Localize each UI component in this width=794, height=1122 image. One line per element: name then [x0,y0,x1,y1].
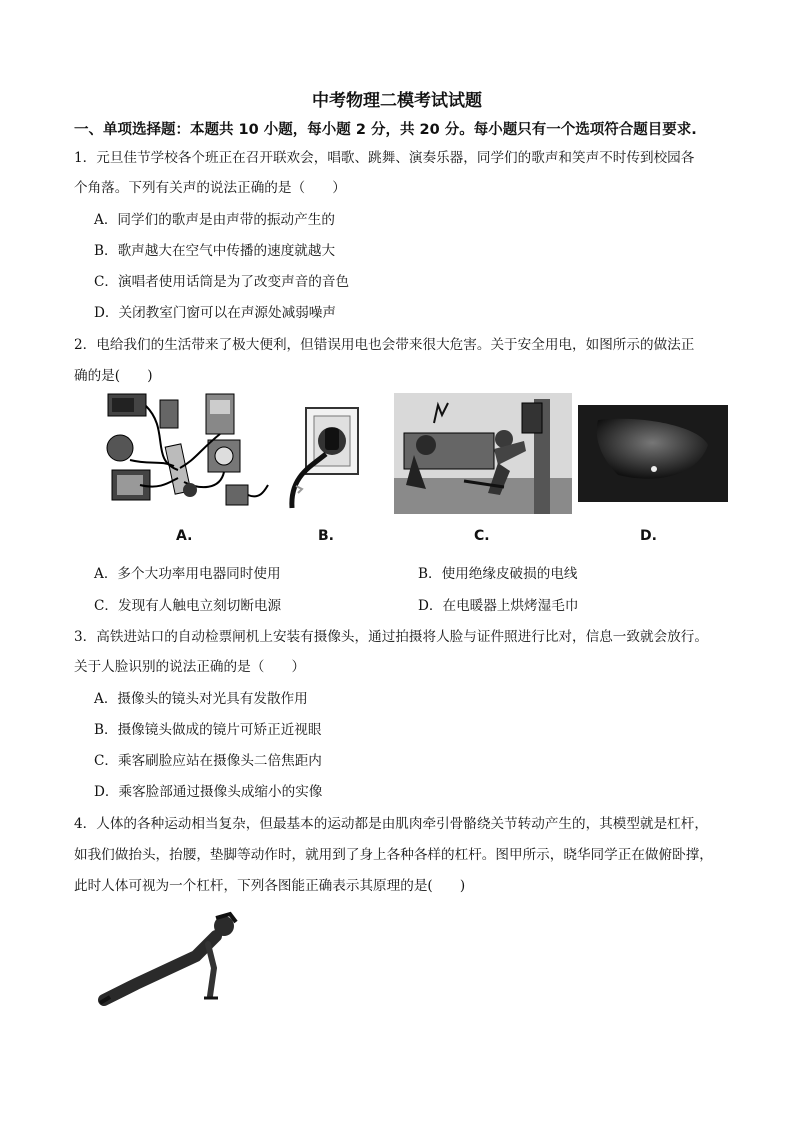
question-3-option-c: C．乘客刷脸应站在摄像头二倍焦距内 [94,753,322,769]
figure-d-heater-towel-image [578,405,728,502]
figure-label-d: D. [640,528,657,544]
question-1-option-a: A．同学们的歌声是由声带的振动产生的 [94,212,335,228]
question-3-option-a: A．摄像头的镜头对光具有发散作用 [94,691,308,707]
section-heading: 一、单项选择题：本题共 10 小题，每小题 2 分，共 20 分。每小题只有一个选项符合题目要求. [74,122,697,138]
question-3-option-b: B．摄像镜头做成的镜片可矫正近视眼 [94,722,322,738]
question-4-text: 4．人体的各种运动相当复杂，但最基本的运动都是由肌肉牵引骨骼绕关节转动产生的，其模型就是杠杆， [74,816,708,832]
figure-pushup-image [96,908,246,1013]
question-3-option-d: D．乘客脸部通过摄像头成缩小的实像 [94,784,323,800]
question-1-option-d: D．关闭教室门窗可以在声源处减弱噪声 [94,305,336,321]
figure-label-c: C. [474,528,490,544]
question-1-text: 1．元旦佳节学校各个班正在召开联欢会，唱歌、跳舞、演奏乐器，同学们的歌声和笑声不时传到校园各 [74,150,695,166]
question-4-text-cont: 如我们做抬头，抬腰，垫脚等动作时，就用到了身上各种各样的杠杆。图甲所示，晓华同学正在做俯卧撑， [74,847,713,863]
page-title: 中考物理二模考试试题 [312,91,482,111]
question-2-option-c: C．发现有人触电立刻切断电源 [94,598,282,614]
figure-label-a: A. [176,528,193,544]
figure-label-b: B. [318,528,334,544]
question-2-option-b: B．使用绝缘皮破损的电线 [418,566,578,582]
question-1-option-b: B．歌声越大在空气中传播的速度就越大 [94,243,336,259]
question-1-option-c: C．演唱者使用话筒是为了改变声音的音色 [94,274,350,290]
question-3-text: 3．高铁进站口的自动检票闸机上安装有摄像头，通过拍摄将人脸与证件照进行比对，信息一致就会放行。 [74,629,708,645]
question-2-text: 2．电给我们的生活带来了极大便利，但错误用电也会带来很大危害。关于安全用电，如图所示的做法正 [74,337,695,353]
question-3-text-cont: 关于人脸识别的说法正确的是（ ） [74,659,306,675]
question-4-text-cont-2: 此时人体可视为一个杠杆，下列各图能正确表示其原理的是( ) [74,878,466,894]
question-2-text-cont: 确的是( ) [74,368,153,384]
question-1-text-cont: 个角落。下列有关声的说法正确的是（ ） [74,180,346,196]
figure-a-appliances-image [100,390,270,515]
question-2-option-a: A．多个大功率用电器同时使用 [94,566,281,582]
figure-b-damaged-cord-image [278,398,378,516]
figure-c-electric-shock-image [394,393,572,514]
question-2-option-d: D．在电暖器上烘烤湿毛巾 [418,598,579,614]
